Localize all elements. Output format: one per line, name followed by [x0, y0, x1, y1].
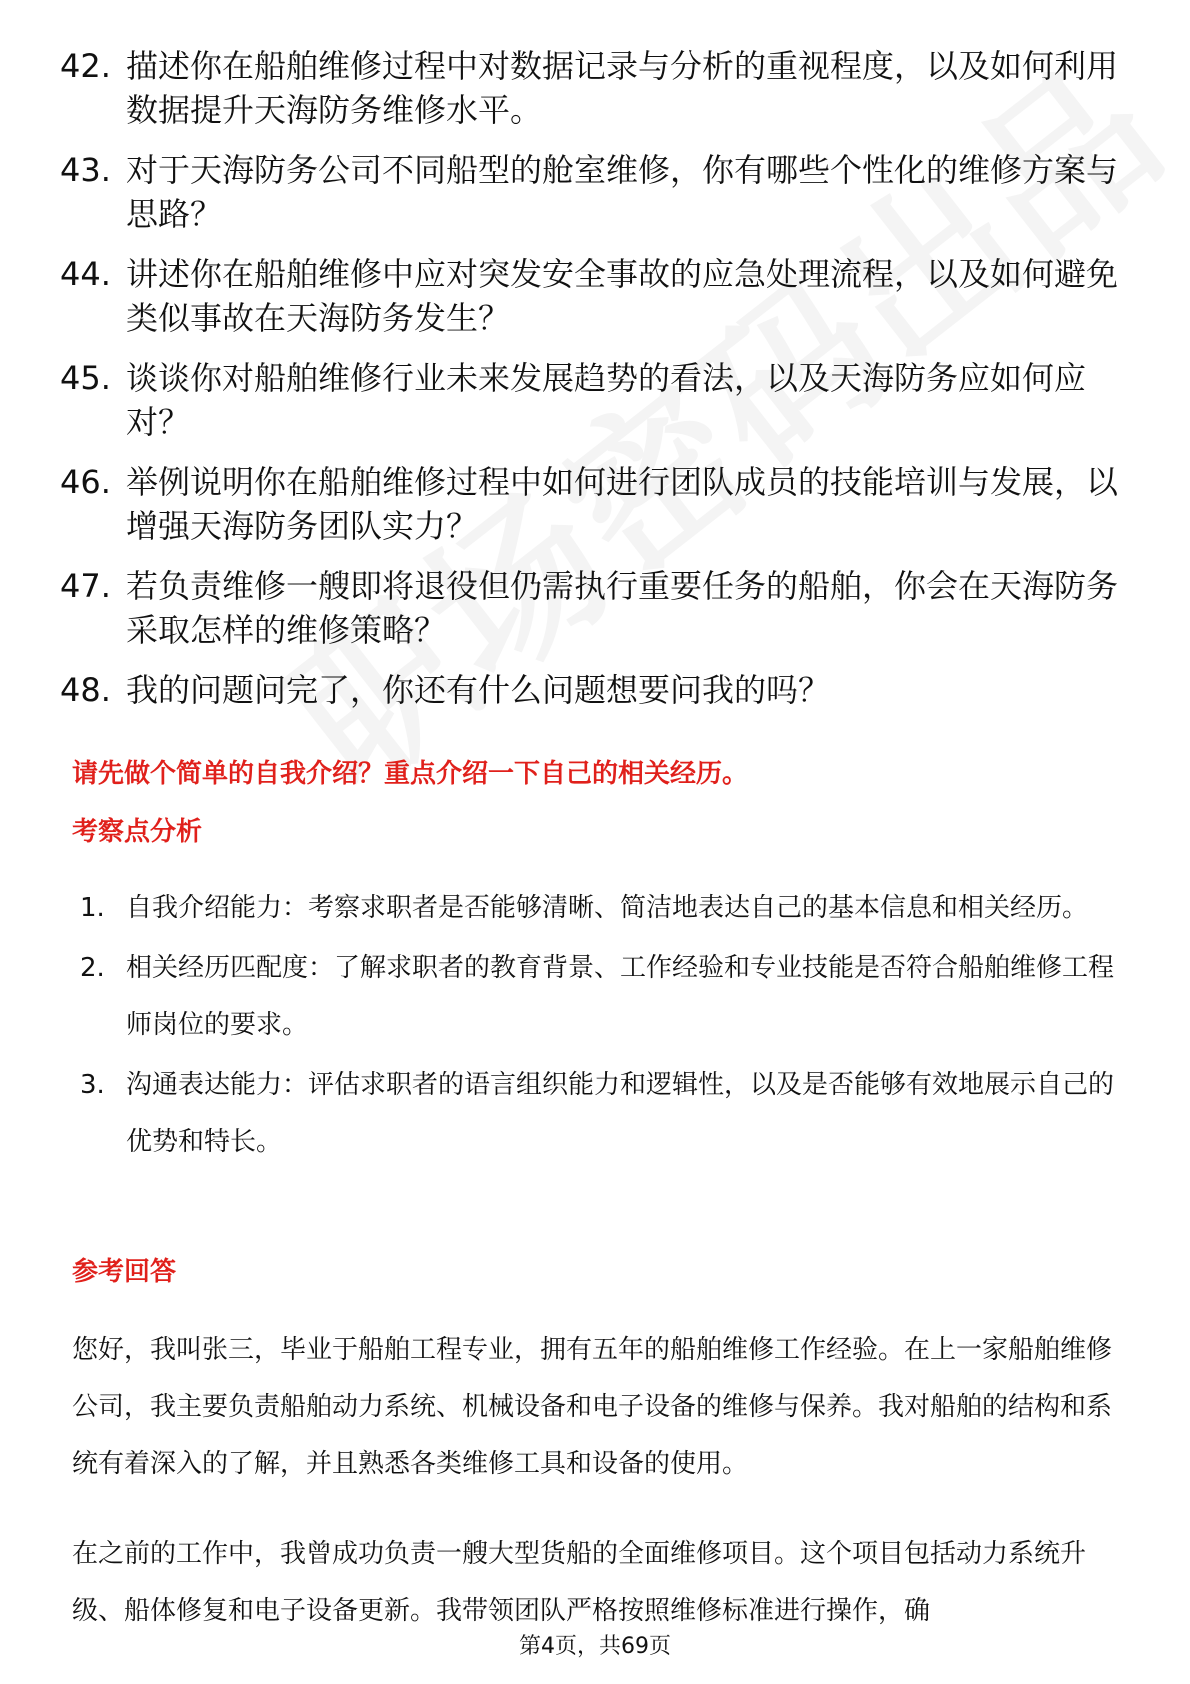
question-item [60, 252, 1120, 340]
point-number: 3. [80, 1070, 105, 1100]
question-text: 我的问题问完了，你还有什么问题想要问我的吗？ [126, 671, 831, 709]
analysis-heading: 考察点分析 [72, 817, 203, 847]
question-text: 举例说明你在船舶维修过程中如何进行团队成员的技能培训与发展，以增强天海防务团队实力？ [126, 463, 1119, 545]
question-item [60, 44, 1120, 132]
question-number: 48. [60, 671, 111, 709]
question-number: 45. [60, 359, 111, 397]
point-text: 沟通表达能力：评估求职者的语言组织能力和逻辑性，以及是否能够有效地展示自己的优势和特长。 [126, 1070, 1115, 1157]
point-text: 相关经历匹配度：了解求职者的教育背景、工作经验和专业技能是否符合船舶维修工程师岗位的要求。 [126, 953, 1115, 1040]
question-list [60, 44, 1120, 728]
point-text: 自我介绍能力：考察求职者是否能够清晰、简洁地表达自己的基本信息和相关经历。 [126, 893, 1089, 923]
question-text: 对于天海防务公司不同船型的舱室维修，你有哪些个性化的维修方案与思路？ [126, 151, 1119, 233]
question-item [60, 668, 1120, 712]
analysis-point [80, 880, 1120, 937]
question-text: 讲述你在船舶维修中应对突发安全事故的应急处理流程，以及如何避免类似事故在天海防务发生？ [126, 255, 1119, 337]
question-text: 描述你在船舶维修过程中对数据记录与分析的重视程度，以及如何利用数据提升天海防务维修水平。 [126, 47, 1119, 129]
question-text: 若负责维修一艘即将退役但仍需执行重要任务的船舶，你会在天海防务采取怎样的维修策略？ [126, 567, 1119, 649]
question-item [60, 564, 1120, 652]
analysis-points [80, 880, 1120, 1174]
answer-paragraph: 在之前的工作中，我曾成功负责一艘大型货船的全面维修项目。这个项目包括动力系统升级、船体修复和电子设备更新。我带领团队严格按照维修标准进行操作，确 [72, 1539, 1087, 1626]
point-number: 2. [80, 953, 105, 983]
page-footer: 第4页，共69页 [519, 1634, 671, 1659]
answer-paragraph: 您好，我叫张三，毕业于船舶工程专业，拥有五年的船舶维修工作经验。在上一家船舶维修公司，我主要负责船舶动力系统、机械设备和电子设备的维修与保养。我对船舶的结构和系统有着深入的了解，并且熟悉各类维修工具和设备的使用。 [72, 1335, 1113, 1479]
analysis-point [80, 940, 1120, 1054]
question-item [60, 148, 1120, 236]
question-number: 44. [60, 255, 111, 293]
question-number: 43. [60, 151, 111, 189]
question-text: 谈谈你对船舶维修行业未来发展趋势的看法，以及天海防务应如何应对？ [126, 359, 1087, 441]
question-item [60, 356, 1120, 444]
answer-heading: 参考回答 [72, 1257, 177, 1287]
analysis-point [80, 1057, 1120, 1171]
point-number: 1. [80, 893, 105, 923]
question-number: 46. [60, 463, 111, 501]
question-item [60, 460, 1120, 548]
question-heading: 请先做个简单的自我介绍？重点介绍一下自己的相关经历。 [72, 759, 749, 789]
question-number: 42. [60, 47, 111, 85]
question-number: 47. [60, 567, 111, 605]
